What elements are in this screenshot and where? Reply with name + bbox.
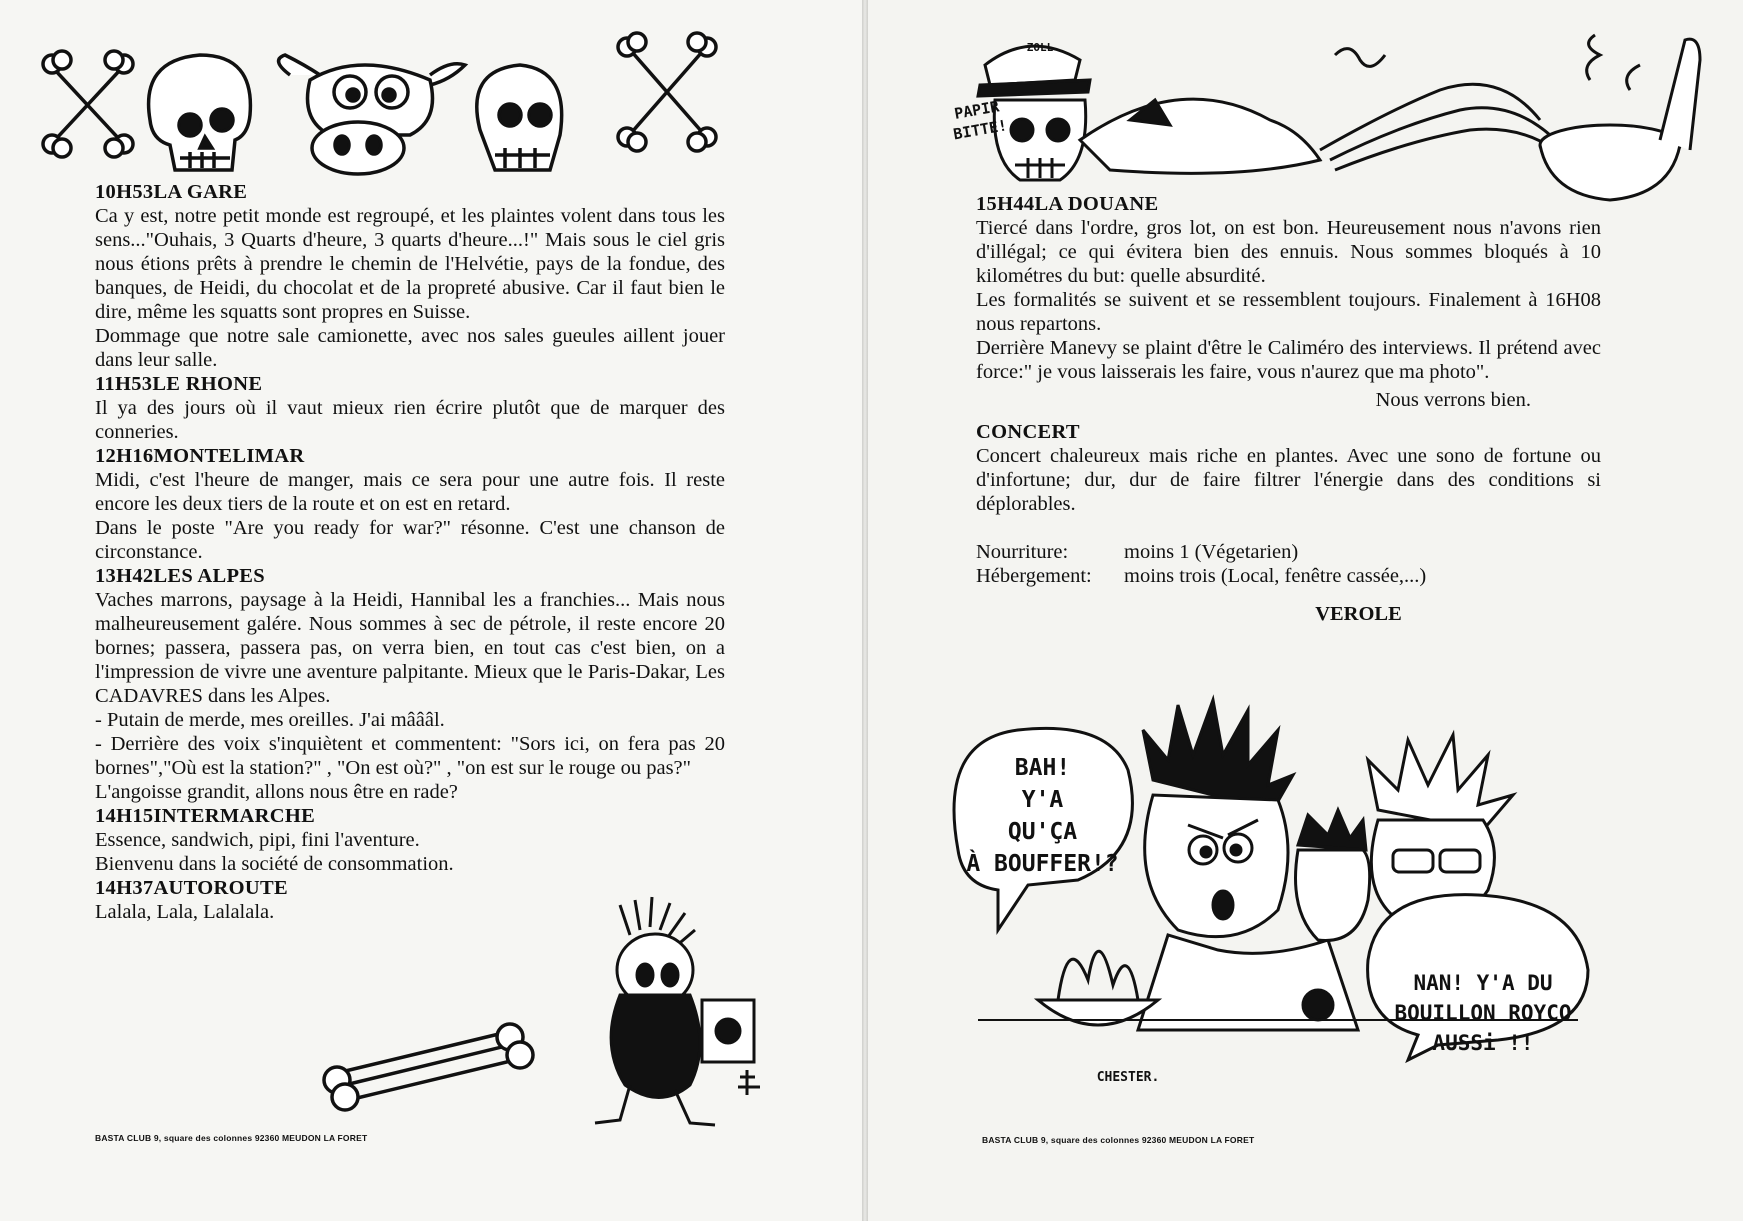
crossed-bones-icon: [43, 51, 133, 157]
info-label: Hébergement:: [976, 565, 1092, 587]
section-heading-le-rhone: 11H53LE RHONE: [95, 373, 263, 395]
right-page: [868, 0, 1743, 1221]
left-text-column: [95, 180, 725, 924]
speech-bubble-right: [1373, 968, 1593, 1058]
customs-officer-illustration: [940, 30, 1725, 200]
bubble-line: NAN! Y'A DU: [1413, 971, 1553, 995]
bubble-line: QU'ÇA: [1007, 819, 1078, 845]
bone-icon: [315, 1025, 545, 1115]
section-heading-la-douane: 15H44LA DOUANE: [976, 193, 1159, 215]
paragraph: Essence, sandwich, pipi, fini l'aventure.: [95, 829, 420, 851]
paragraph: Concert chaleureux mais riche en plantes. Avec une sono de fortune ou d'infortune; dur, dur de faire filtrer l'énergie dans des conditions si déplorables.: [976, 445, 1601, 515]
artist-signature: CHESTER.: [1096, 1070, 1160, 1085]
paragraph: Tiercé dans l'ordre, gros lot, on est bon. Heureusement nous n'avons rien d'illégal; ce qui évitera bien des ennuis. Nous sommes bloqués à 10 kilométres du but: quelle absurdité.: [976, 217, 1601, 287]
section-heading-autoroute: 14H37AUTOROUTE: [95, 877, 288, 899]
section-heading-les-alpes: 13H42LES ALPES: [95, 565, 265, 587]
info-row-nourriture: [976, 540, 1601, 564]
header-illustration-skulls-cow: [40, 40, 540, 190]
section-heading-la-gare: 10H53LA GARE: [95, 181, 248, 203]
info-value: moins trois (Local, fenêtre cassée,...): [1124, 565, 1427, 587]
closing-line: Nous verrons bien.: [1375, 389, 1531, 411]
officer-speech: PAPIR BITTE!: [951, 97, 1009, 144]
speech-bubble-left: [960, 752, 1125, 880]
cap-label: ZOLL: [1026, 41, 1054, 54]
signature: VEROLE: [1315, 603, 1402, 625]
info-value: moins 1 (Végetarien): [1124, 541, 1299, 563]
paragraph: - Putain de merde, mes oreilles. J'ai mâââl.: [95, 709, 445, 731]
paragraph: Ca y est, notre petit monde est regroupé, et les plaintes volent dans tous les sens..."Ouhais, 3 Quarts d'heure, 3 quarts d'heure...!" Mais sous le ciel gris nous étions prêts à prendre le chemin de l'Helvétie, pays de la fondue, des banques, de Heidi, du chocolat et de la propreté abusive. Car il faut bien le dire, même les squatts sont propres en Suisse.: [95, 205, 725, 323]
bubble-line: Y'A: [1021, 787, 1064, 813]
left-page: [0, 0, 862, 1221]
section-heading-concert: CONCERT: [976, 421, 1080, 443]
info-label: Nourriture:: [976, 541, 1069, 563]
footer-address: BASTA CLUB 9, square des colonnes 92360 MEUDON LA FORET: [982, 1135, 1255, 1145]
skull-icon: [477, 65, 562, 170]
bubble-line: À BOUFFER!?: [966, 851, 1119, 877]
cow-face-icon: [279, 55, 465, 174]
bubble-line: AUSSi !!: [1432, 1031, 1534, 1055]
paragraph: Derrière Manevy se plaint d'être le Caliméro des interviews. Il prétend avec force:" je vous laisserais les faire, vous n'aurez que ma photo".: [976, 337, 1601, 383]
paragraph: Bienvenu dans la société de consommation.: [95, 853, 454, 875]
skull-icon: [149, 55, 251, 170]
section-heading-montelimar: 12H16MONTELIMAR: [95, 445, 305, 467]
paragraph: Midi, c'est l'heure de manger, mais ce sera pour une autre fois. Il reste encore les deux tiers de la route et on est en retard.: [95, 469, 725, 515]
paragraph: Dommage que notre sale camionette, avec nos sales gueules aillent jouer dans leur salle.: [95, 325, 725, 371]
bubble-line: BOUILLON ROYCO: [1394, 1001, 1572, 1025]
punk-bird-illustration: [590, 895, 770, 1140]
footer-address: BASTA CLUB 9, square des colonnes 92360 MEUDON LA FORET: [95, 1133, 368, 1143]
paragraph: L'angoisse grandit, allons nous être en rade?: [95, 781, 458, 803]
right-text-column: [976, 192, 1601, 626]
section-heading-intermarche: 14H15INTERMARCHE: [95, 805, 316, 827]
paragraph: Lalala, Lala, Lalalala.: [95, 901, 275, 923]
paragraph: Vaches marrons, paysage à la Heidi, Hannibal les a franchies... Mais nous malheureusement galére. Nous sommes à sec de pétrole, il reste encore 20 bornes; passera, passera pas, on verra bien, en tout cas c'est bien, on a l'impression de vivre une aventure palpitante. Mieux que le Paris-Dakar, Les CADAVRES dans les Alpes.: [95, 589, 725, 707]
bubble-line: BAH!: [1014, 755, 1071, 781]
paragraph: - Derrière des voix s'inquiètent et commentent: "Sors ici, on fera pas 20 bornes","Où est la station?" , "On est où?" , "on est sur le rouge ou pas?": [95, 733, 725, 779]
crossed-bones-icon: [612, 32, 722, 152]
paragraph: Il ya des jours où il vaut mieux rien écrire plutôt que de marquer des conneries.: [95, 397, 725, 443]
paragraph: Les formalités se suivent et se ressemblent toujours. Finalement à 16H08 nous repartons.: [976, 289, 1601, 335]
paragraph: Dans le poste "Are you ready for war?" résonne. C'est une chanson de circonstance.: [95, 517, 725, 563]
info-row-hebergement: [976, 564, 1601, 588]
